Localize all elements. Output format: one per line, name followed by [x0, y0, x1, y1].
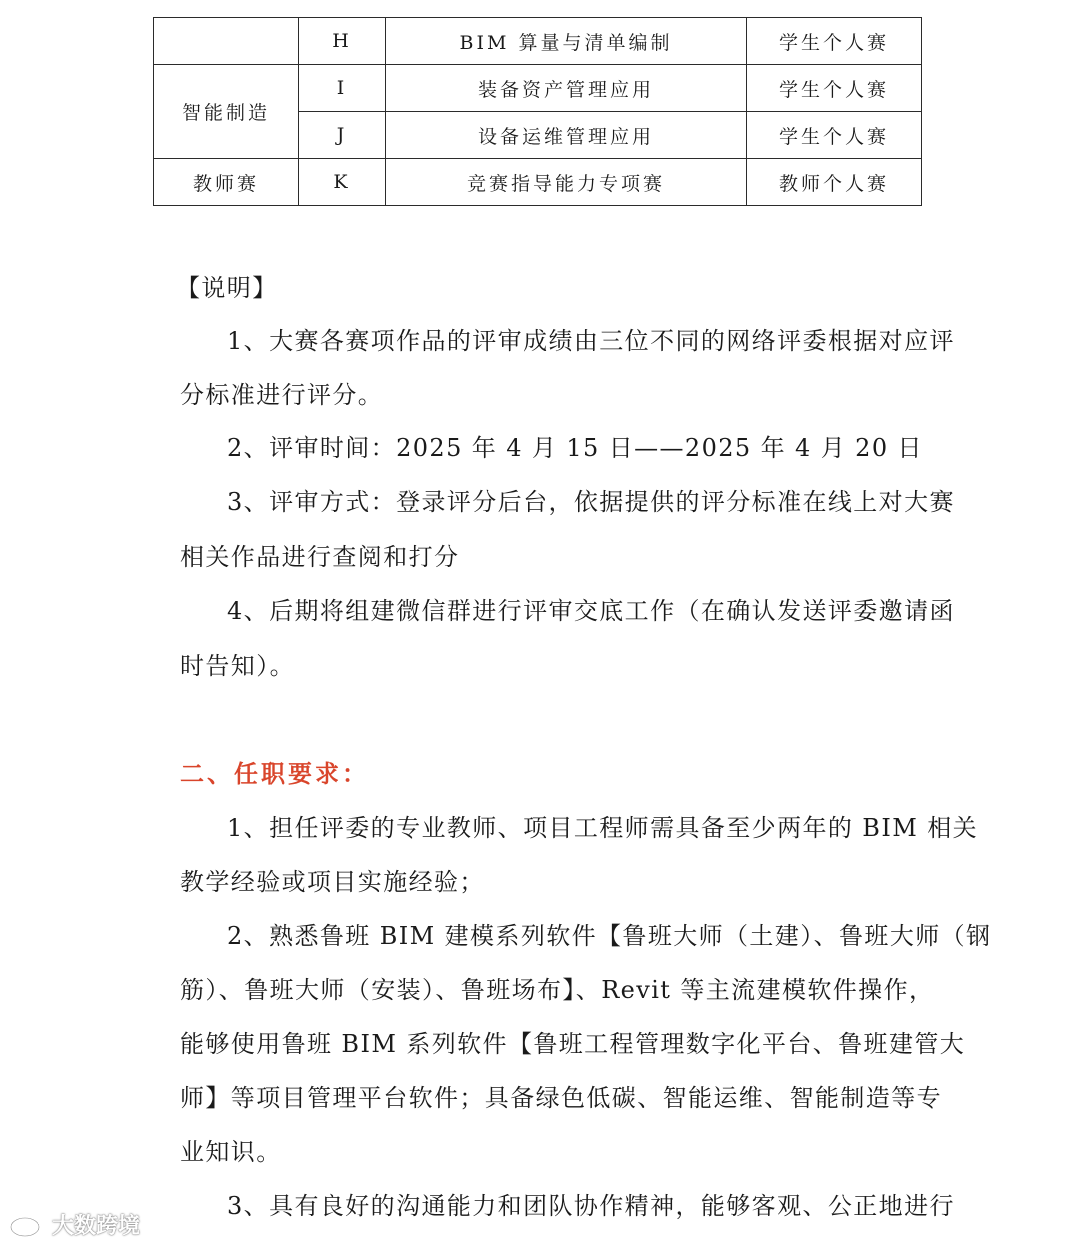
- item-name-cell: 装备资产管理应用: [386, 65, 747, 112]
- table-row: [154, 65, 922, 112]
- requirement-1-line-1: 1、担任评委的专业教师、项目工程师需具备至少两年的 BIM 相关: [227, 814, 979, 842]
- table-row: [154, 159, 922, 206]
- type-cell: 教师个人赛: [747, 159, 922, 206]
- watermark-text: 大数跨境: [52, 1213, 141, 1239]
- type-cell: 学生个人赛: [747, 112, 922, 159]
- item-name-cell: 竞赛指导能力专项赛: [386, 159, 747, 206]
- notes-item-3-line-1: 3、评审方式：登录评分后台，依据提供的评分标准在线上对大赛: [227, 488, 955, 516]
- category-cell: 智能制造: [154, 65, 299, 159]
- weibo-logo-icon: [8, 1210, 48, 1238]
- item-name-cell: BIM 算量与清单编制: [386, 18, 747, 65]
- requirement-2-line-5: 业知识。: [180, 1138, 282, 1166]
- notes-item-4-line-2: 时告知）。: [180, 652, 295, 680]
- notes-item-3-line-2: 相关作品进行查阅和打分: [180, 543, 460, 571]
- requirement-2-line-4: 师】等项目管理平台软件；具备绿色低碳、智能运维、智能制造等专: [180, 1084, 942, 1112]
- type-cell: 学生个人赛: [747, 65, 922, 112]
- requirements-heading: 二、任职要求：: [180, 759, 369, 788]
- requirement-2-line-1: 2、熟悉鲁班 BIM 建模系列软件【鲁班大师（土建）、鲁班大师（钢: [227, 922, 992, 950]
- code-cell: K: [299, 159, 386, 206]
- category-cell: [154, 18, 299, 65]
- requirement-2-line-2: 筋）、鲁班大师（安装）、鲁班场布】、Revit 等主流建模软件操作，: [180, 976, 935, 1004]
- requirement-2-line-3: 能够使用鲁班 BIM 系列软件【鲁班工程管理数字化平台、鲁班建管大: [180, 1030, 966, 1058]
- notes-item-1-line-2: 分标准进行评分。: [180, 381, 384, 409]
- code-cell: H: [299, 18, 386, 65]
- competition-items-table: [153, 17, 922, 206]
- code-cell: J: [299, 112, 386, 159]
- notes-item-2: 2、评审时间：2025 年 4 月 15 日——2025 年 4 月 20 日: [227, 434, 923, 462]
- requirement-1-line-2: 教学经验或项目实施经验；: [180, 868, 485, 896]
- notes-item-4-line-1: 4、后期将组建微信群进行评审交底工作（在确认发送评委邀请函: [227, 597, 955, 625]
- notes-title: 【说明】: [176, 274, 278, 302]
- requirement-3-line-1: 3、具有良好的沟通能力和团队协作精神，能够客观、公正地进行: [227, 1192, 955, 1220]
- category-cell: 教师赛: [154, 159, 299, 206]
- type-cell: 学生个人赛: [747, 18, 922, 65]
- item-name-cell: 设备运维管理应用: [386, 112, 747, 159]
- code-cell: I: [299, 65, 386, 112]
- table-row: [154, 18, 922, 65]
- watermark: [8, 1208, 140, 1240]
- notes-item-1-line-1: 1、大赛各赛项作品的评审成绩由三位不同的网络评委根据对应评: [227, 327, 955, 355]
